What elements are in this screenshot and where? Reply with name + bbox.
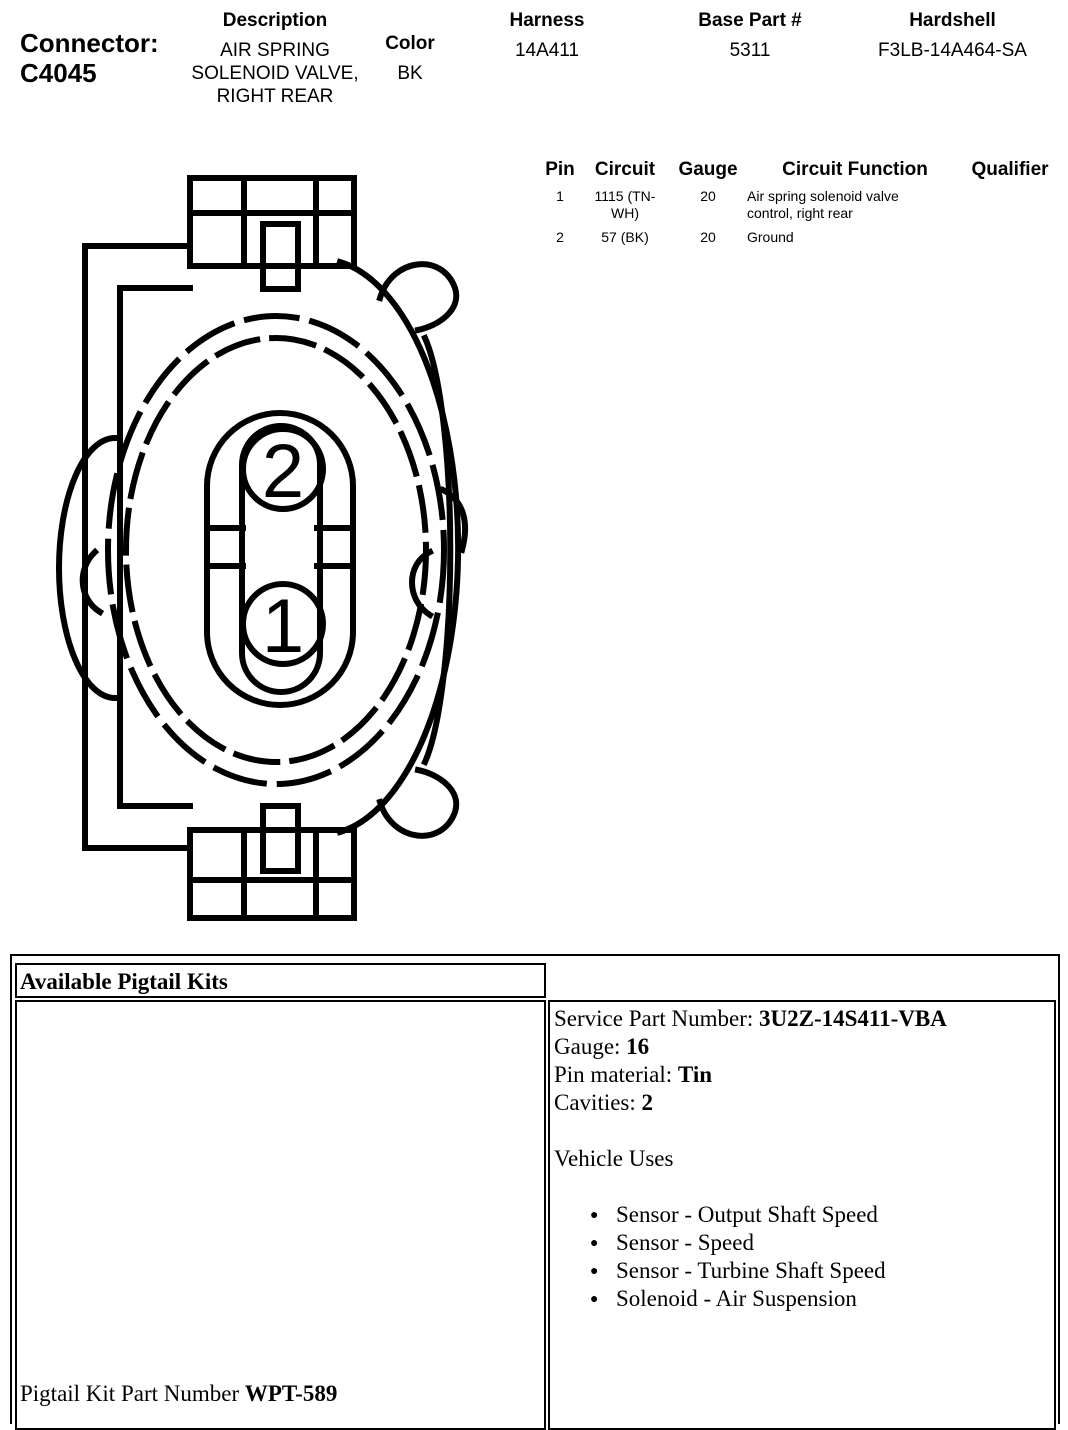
pin-1-label: 1: [261, 584, 305, 669]
circuit-col-header: Circuit: [594, 159, 656, 180]
service-part-label: Service Part Number:: [554, 1006, 760, 1031]
outer-left-bracket: [85, 246, 190, 848]
function-value: [747, 229, 957, 246]
kit-gauge-value: 16: [626, 1034, 650, 1059]
function-line: Air spring solenoid valve: [747, 188, 899, 204]
connector-face-diagram: [0, 0, 520, 940]
pin-material: [554, 1061, 947, 1089]
base-part-value: 5311: [729, 40, 771, 61]
color-value: BK: [397, 63, 423, 84]
color-header: Color: [385, 33, 435, 54]
pin-material-value: Tin: [677, 1062, 713, 1087]
kit-gauge-label: Gauge:: [554, 1034, 627, 1059]
harness-value: 14A411: [514, 40, 580, 61]
service-part-value: 3U2Z-14S411-VBA: [759, 1006, 947, 1031]
pin-number: 2: [556, 229, 564, 245]
circuit-value: [585, 188, 665, 222]
kit-image-cell: [15, 1000, 546, 1430]
vehicle-uses-label: Vehicle Uses: [554, 1146, 674, 1171]
gauge-col-header: Gauge: [678, 159, 738, 180]
function-line: Ground: [747, 229, 794, 245]
qualifier-col-header: Qualifier: [971, 159, 1049, 180]
inner-left-bracket: [120, 288, 190, 806]
gauge-value: 20: [700, 229, 716, 245]
circuit-line: 1115 (TN-: [594, 188, 656, 204]
top-latch-window: [263, 224, 298, 289]
list-item: ● Solenoid - Air Suspension: [590, 1285, 947, 1313]
vehicle-uses-list: [590, 1201, 947, 1313]
cavities-value: 2: [641, 1090, 654, 1115]
function-line: control, right rear: [747, 205, 853, 221]
cavities-label: Cavities:: [554, 1090, 642, 1115]
description-line: SOLENOID VALVE,: [191, 63, 359, 84]
circuit-line: WH): [611, 205, 639, 221]
kits-title: Available Pigtail Kits: [20, 969, 228, 994]
circuit-line: 57 (BK): [601, 229, 649, 245]
kit-part-label: Pigtail Kit Part Number: [20, 1381, 245, 1406]
list-item: ● Sensor - Speed: [590, 1229, 947, 1257]
seal-ring-inner: [126, 338, 426, 762]
connector-label: Connector:: [20, 28, 159, 58]
pin-number: 1: [556, 188, 564, 204]
bottom-latch-window: [263, 806, 298, 871]
gauge-value: 20: [700, 188, 716, 204]
kit-gauge: [554, 1033, 947, 1061]
connector-id: C4045: [20, 58, 97, 88]
service-part-number: [554, 1005, 947, 1033]
list-item: ● Sensor - Output Shaft Speed: [590, 1201, 947, 1229]
kit-part-number: [20, 1380, 337, 1408]
function-value: [747, 188, 957, 222]
function-col-header: Circuit Function: [782, 159, 928, 180]
kit-part-value: WPT-589: [244, 1381, 338, 1406]
kits-title-cell: [15, 963, 546, 998]
seal-ring-outer: [108, 316, 444, 784]
cavities: [554, 1089, 947, 1117]
kit-details-cell: [548, 1000, 1056, 1430]
pin-material-label: Pin material:: [554, 1062, 678, 1087]
pin-2-label: 2: [261, 429, 305, 514]
description-header: Description: [222, 10, 328, 31]
hardshell-header: Hardshell: [909, 10, 996, 31]
base-part-header: Base Part #: [698, 10, 802, 31]
hardshell-value: F3LB-14A464-SA: [878, 40, 1027, 61]
harness-header: Harness: [509, 10, 585, 31]
description-line: AIR SPRING: [220, 40, 330, 61]
description-line: RIGHT REAR: [216, 86, 334, 107]
circuit-value: [585, 229, 665, 246]
list-item: ● Sensor - Turbine Shaft Speed: [590, 1257, 947, 1285]
bottom-right-clip: [380, 770, 456, 836]
pin-col-header: Pin: [545, 159, 575, 180]
